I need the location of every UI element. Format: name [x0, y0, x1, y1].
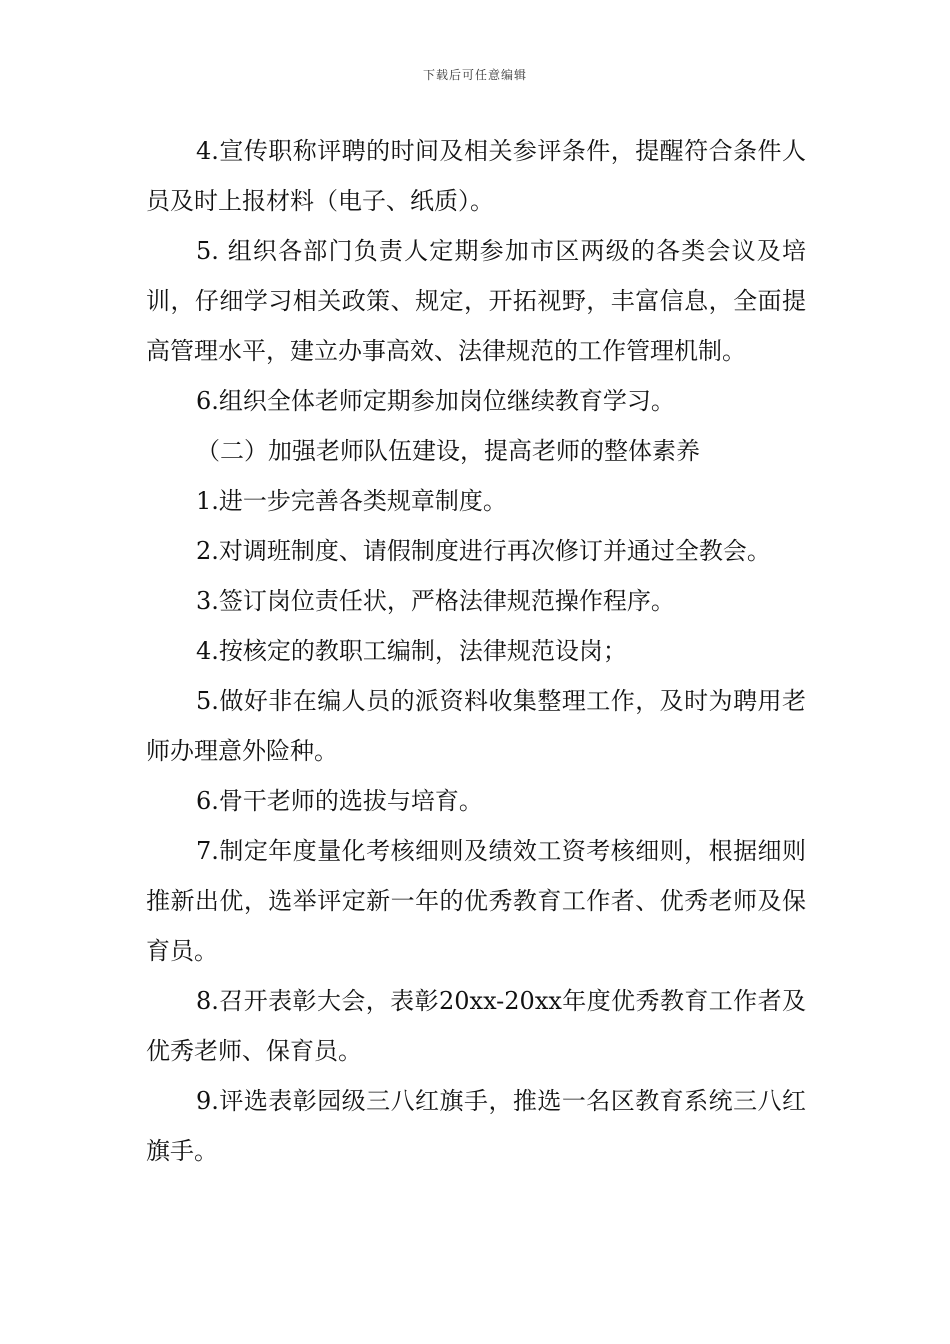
section-heading-2: （二）加强老师队伍建设，提高老师的整体素养	[196, 437, 700, 465]
paragraph-item-4-staffing: 4.按核定的教职工编制，法律规范设岗；	[196, 637, 627, 665]
document-body	[146, 126, 806, 1176]
paragraph-item-4-publicize: 4.宣传职称评聘的时间及相关参评条件，提醒符合条件人员及时上报材料（电子、纸质）。	[146, 137, 806, 215]
page-header: 下载后可任意编辑	[422, 68, 527, 82]
paragraph-item-8-commendation: 8.召开表彰大会，表彰20xx-20xx年度优秀教育工作者及优秀老师、保育员。	[146, 987, 806, 1065]
paragraph-item-2-revision: 2.对调班制度、请假制度进行再次修订并通过全教会。	[196, 537, 771, 565]
paragraph-item-3-responsibility: 3.签订岗位责任状，严格法律规范操作程序。	[196, 587, 675, 615]
paragraph-item-7-assessment: 7.制定年度量化考核细则及绩效工资考核细则，根据细则推新出优，选举评定新一年的优秀教育工作者、优秀老师及保育员。	[146, 837, 806, 965]
paragraph-item-6-continuing-education: 6.组织全体老师定期参加岗位继续教育学习。	[196, 387, 675, 415]
paragraph-item-5-non-staff: 5.做好非在编人员的派资料收集整理工作，及时为聘用老师办理意外险种。	[146, 687, 806, 765]
paragraph-item-1-regulations: 1.进一步完善各类规章制度。	[196, 487, 507, 515]
paragraph-item-6-backbone-teachers: 6.骨干老师的选拔与培育。	[196, 787, 483, 815]
paragraph-item-5-meetings: 5. 组织各部门负责人定期参加市区两级的各类会议及培训，仔细学习相关政策、规定，开拓视野，丰富信息，全面提高管理水平，建立办事高效、法律规范的工作管理机制。	[146, 237, 806, 365]
paragraph-item-9-red-banner: 9.评选表彰园级三八红旗手，推选一名区教育系统三八红旗手。	[146, 1087, 806, 1165]
